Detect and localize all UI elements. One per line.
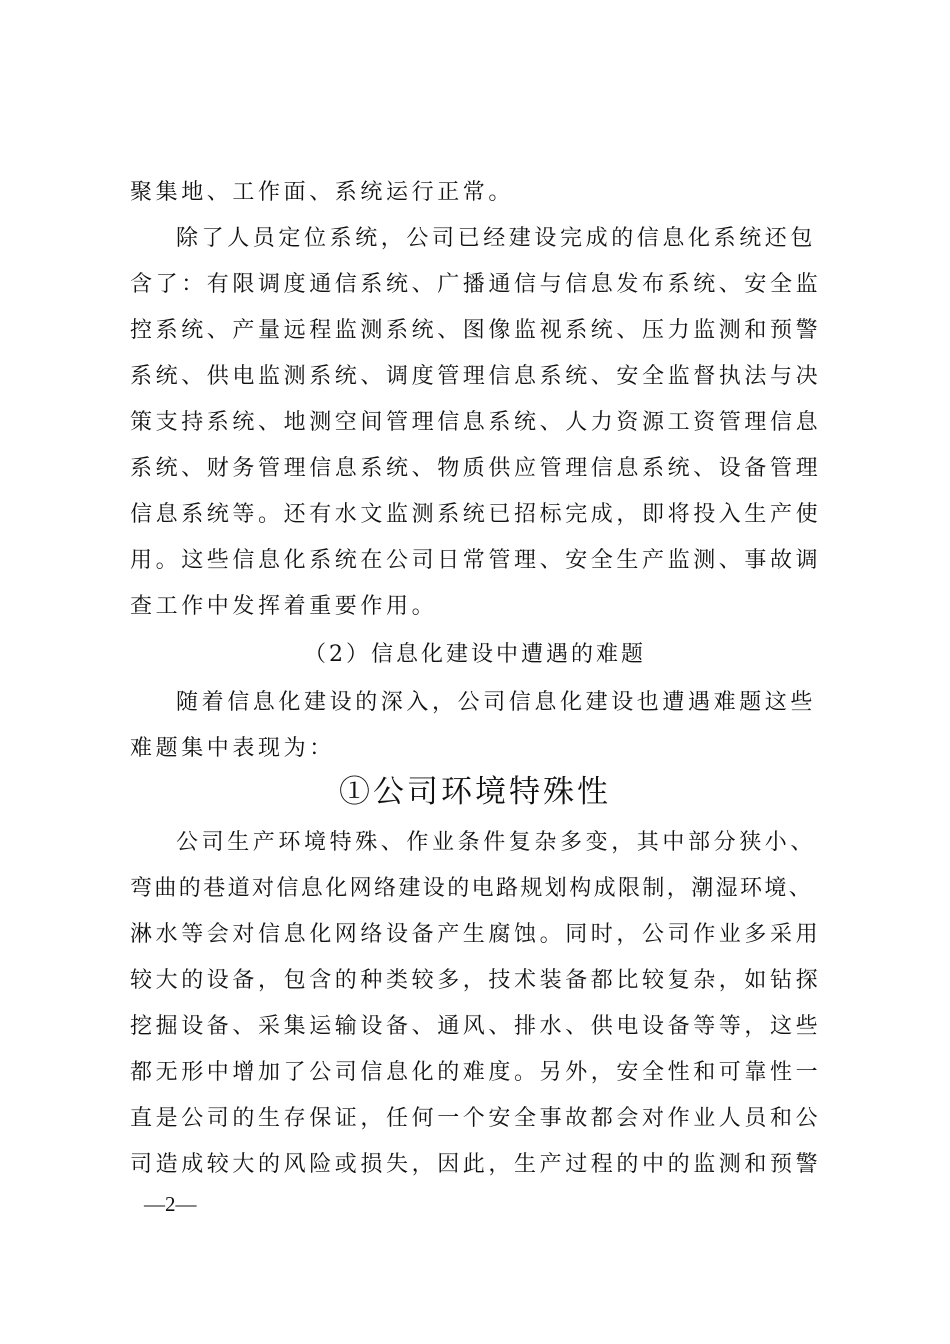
- page-number: —2—: [144, 1192, 197, 1216]
- text-line: 系统、财务管理信息系统、物质供应管理信息系统、设备管理: [130, 456, 822, 481]
- section-heading: ①公司环境特殊性: [339, 774, 611, 810]
- text-line: 弯曲的巷道对信息化网络建设的电路规划构成限制，潮湿环境、: [130, 876, 814, 901]
- text-line: 信息系统等。还有水文监测系统已招标完成，即将投入生产使: [130, 502, 822, 527]
- text-line: 淋水等会对信息化网络设备产生腐蚀。同时，公司作业多采用: [130, 922, 822, 947]
- text-line: 查工作中发挥着重要作用。: [130, 594, 438, 619]
- text-line: 除了人员定位系统，公司已经建设完成的信息化系统还包: [176, 226, 817, 251]
- text-line: 系统、供电监测系统、调度管理信息系统、安全监督执法与决: [130, 364, 822, 389]
- text-line: 挖掘设备、采集运输设备、通风、排水、供电设备等等，这些: [130, 1014, 822, 1039]
- text-line: 含了：有限调度通信系统、广播通信与信息发布系统、安全监: [130, 272, 822, 297]
- text-line: 司造成较大的风险或损失，因此，生产过程的中的监测和预警: [130, 1152, 822, 1177]
- text-line: 聚集地、工作面、系统运行正常。: [130, 180, 515, 205]
- text-line: 策支持系统、地测空间管理信息系统、人力资源工资管理信息: [130, 410, 822, 435]
- text-line: 随着信息化建设的深入，公司信息化建设也遭遇难题这些: [176, 690, 817, 715]
- text-line: 用。这些信息化系统在公司日常管理、安全生产监测、事故调: [130, 548, 822, 573]
- text-line: 较大的设备，包含的种类较多，技术装备都比较复杂，如钻探: [130, 968, 822, 993]
- text-line: 都无形中增加了公司信息化的难度。另外，安全性和可靠性一: [130, 1060, 822, 1085]
- text-line: 控系统、产量远程监测系统、图像监视系统、压力监测和预警: [130, 318, 822, 343]
- text-line: 公司生产环境特殊、作业条件复杂多变，其中部分狭小、: [176, 830, 817, 855]
- text-line: 难题集中表现为：: [130, 736, 335, 761]
- text-line: 直是公司的生存保证，任何一个安全事故都会对作业人员和公: [130, 1106, 822, 1131]
- subsection-heading: （2）信息化建设中遭遇的难题: [304, 642, 646, 667]
